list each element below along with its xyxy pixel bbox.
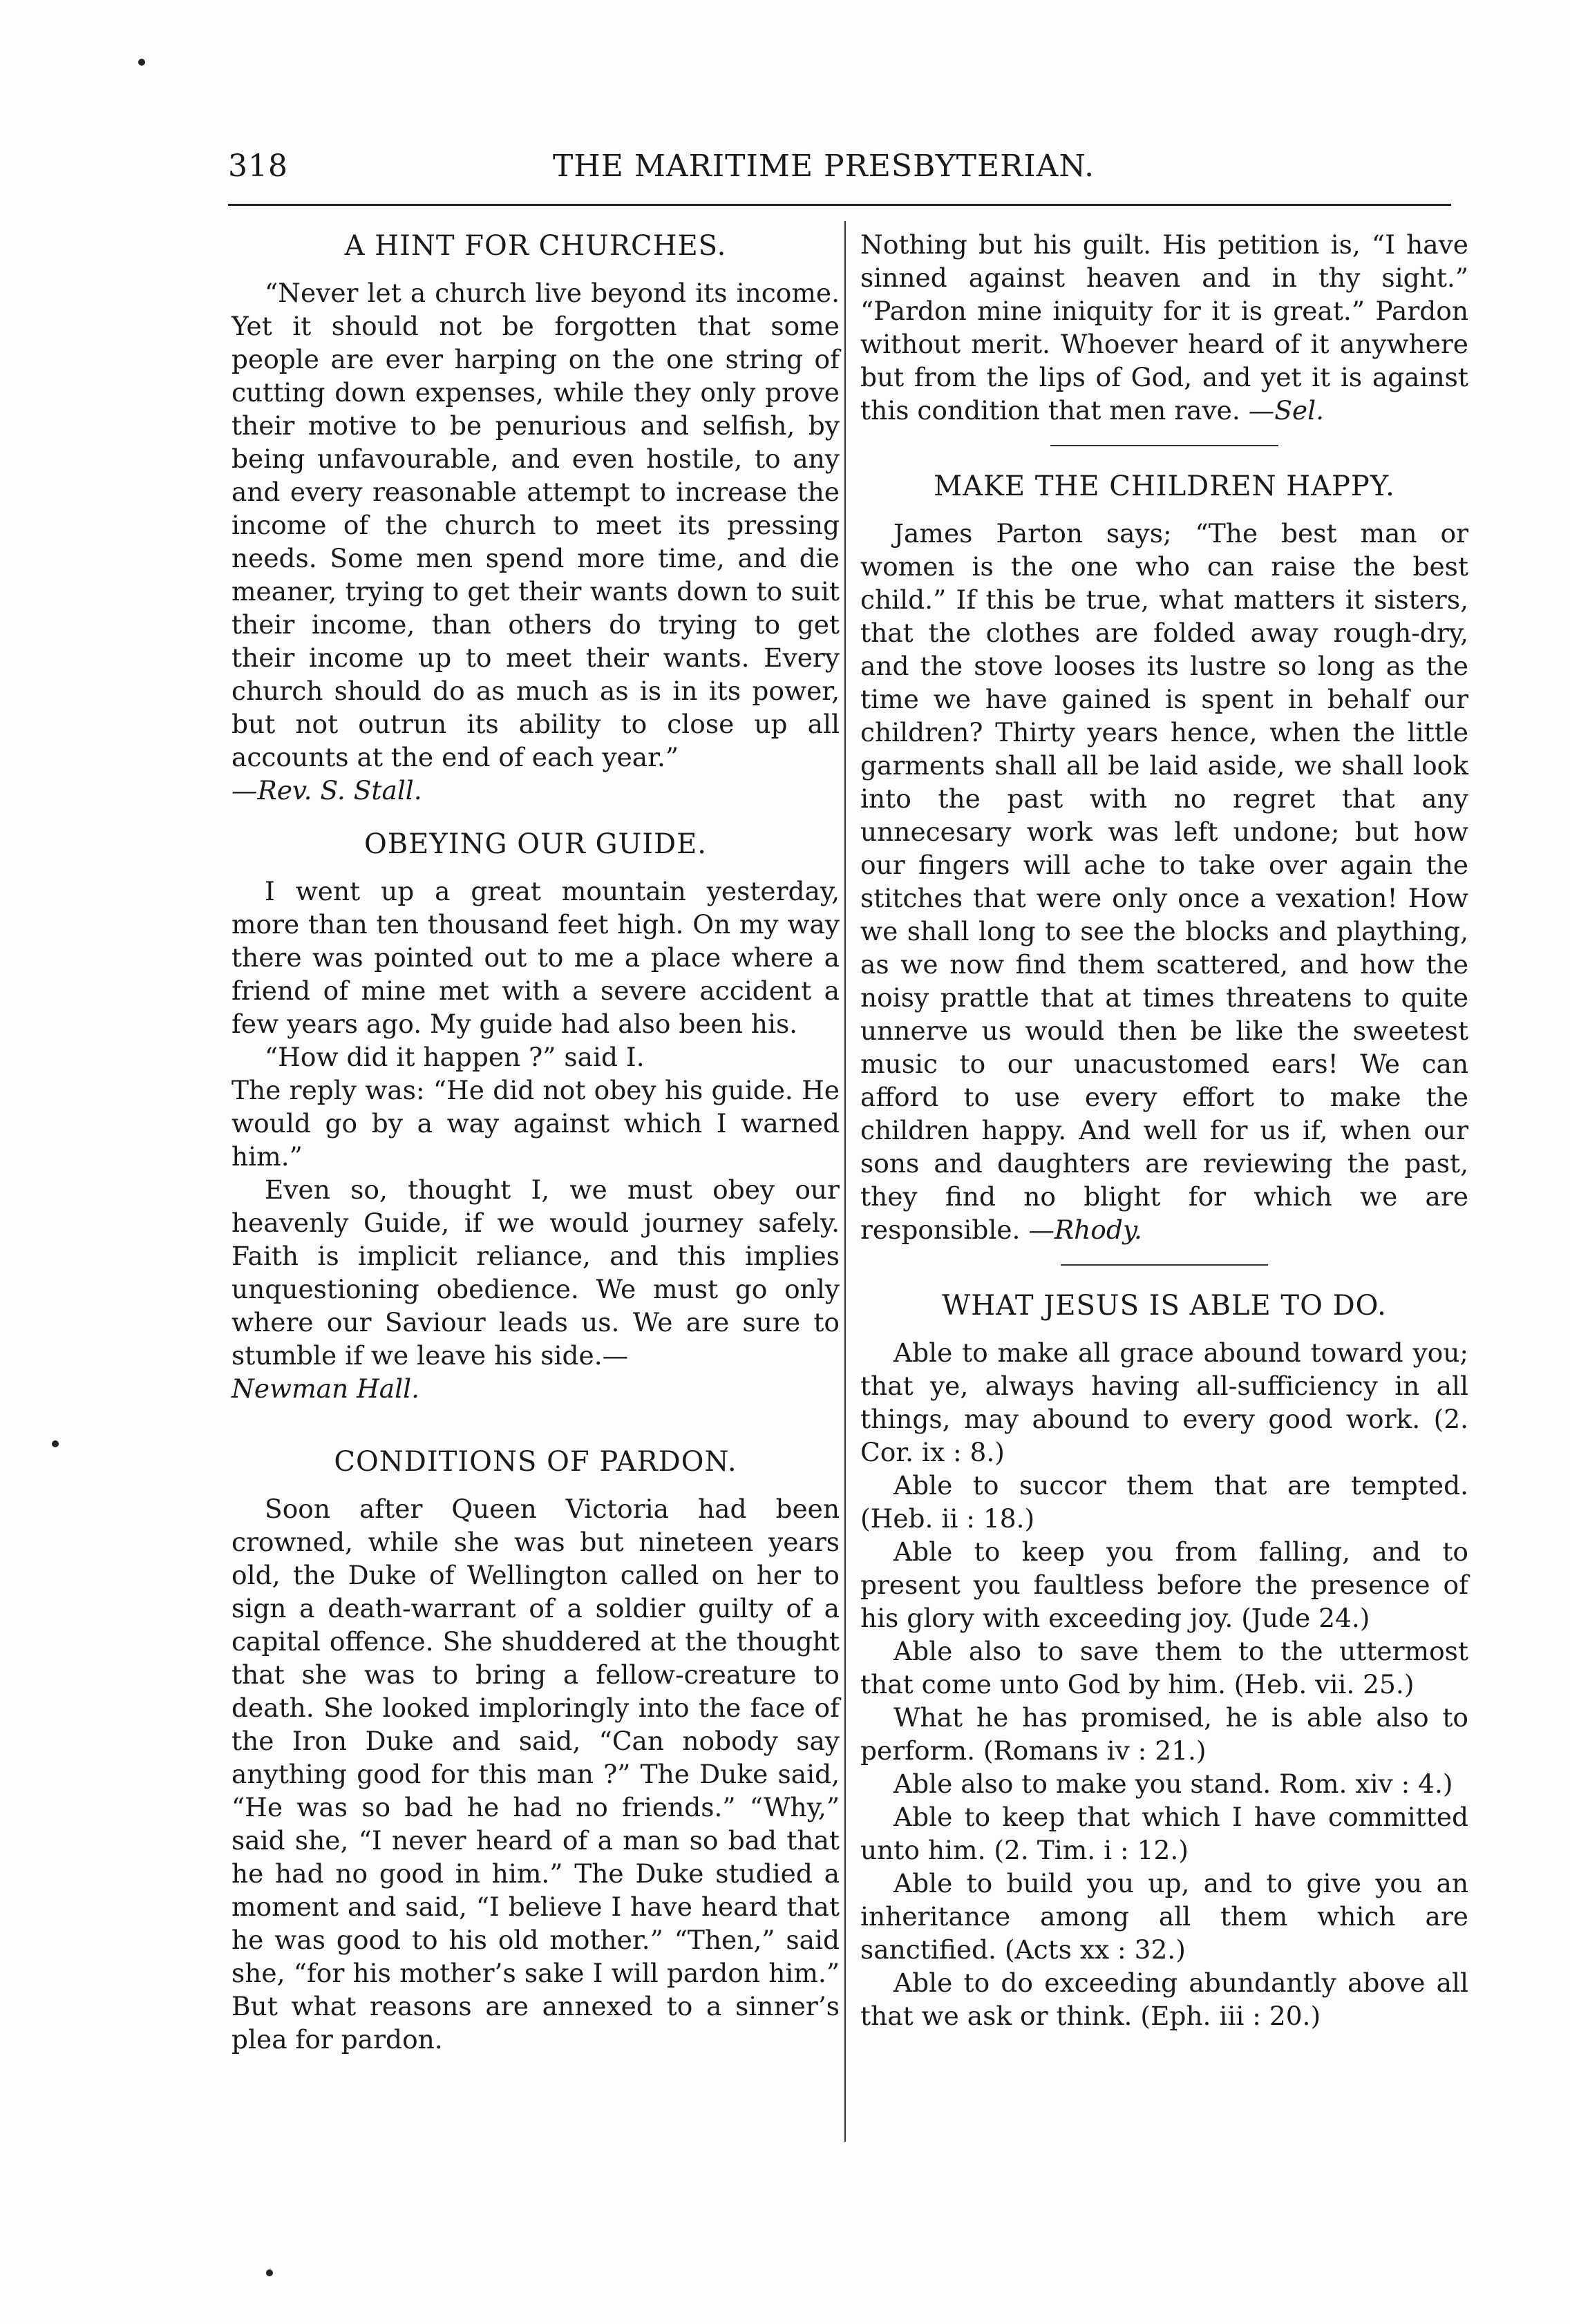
article-signature: —Sel. [1248,395,1325,426]
article-title: WHAT JESUS IS ABLE TO DO. [942,1290,1387,1322]
list-item: Able to keep you from falling, and to present you faultless before the presence of his glory with exceeding joy. (Jude 24.) [860,1536,1468,1633]
article-continuation [860,228,1468,427]
left-column [231,228,840,2056]
list-item: Able to keep that which I have committed unto him. (2. Tim. i : 12.) [860,1802,1468,1865]
article-body: Soon after Queen Victoria had been crowned, while she was but nineteen years old, the Duke of Wellington called on her to sign a death-warrant of a soldier guilty of a capital offence. She shuddered at the thought that she was to bring a fellow-creature to death. She looked imploringly into the face of the Iron Duke and said, “Can nobody say anything good for this man ?” The Duke said, “He was so bad he had no friends.” “Why,” said she, “I never heard of a man so bad that he had no good in him.” The Duke studied a moment and said, “I believe I have heard that he was good to his old mother.” “Then,” said she, “for his mother’s sake I will pardon him.” But what reasons are annexed to a sinner’s plea for pardon. [231,1494,840,2055]
list-item: What he has promised, he is able also to perform. (Romans iv : 21.) [860,1702,1468,1766]
header-rule [228,204,1451,206]
article-hint-for-churches [231,228,840,807]
section-separator [1061,1264,1268,1266]
page-speck [138,59,145,66]
article-conditions-of-pardon [231,1444,840,2056]
right-column [860,228,1468,2032]
article-what-jesus-is-able [860,1288,1468,2032]
list-item: Able to succor them that are tempted. (Heb. ii : 18.) [860,1470,1468,1534]
article-make-children-happy [860,468,1468,1246]
column-divider [844,221,846,2142]
article-paragraph: “How did it happen ?” said I. [265,1042,645,1072]
article-signature: —Rev. S. Stall. [231,775,422,806]
article-title: CONDITIONS OF PARDON. [334,1446,737,1478]
article-body: “Never let a church live beyond its income. Yet it should not be forgotten that some people are ever harping on the one string of cutting down expenses, while they only prove their motive to be penurious and selfish, by being unfavourable, and even hostile, to any and every reasonable attempt to increase the income of the church to meet its pressing needs. Some men spend more time, and die meaner, trying to get their wants down to suit their income, than others do trying to get their income up to meet their wants. Every church should do as much as is in its power, but not outrun its ability to close up all accounts at the end of each year.” [231,278,840,772]
list-item: Able also to save them to the uttermost that come unto God by him. (Heb. vii. 25.) [860,1636,1468,1699]
list-item: Able also to make you stand. Rom. xiv : 4.) [893,1769,1453,1799]
section-separator [1050,445,1278,446]
article-paragraph: Even so, thought I, we must obey our heavenly Guide, if we would journey safely. Faith is implicit reliance, and this implies unquestioning obedience. We must go only where our Saviour leads us. We are sure to stumble if we leave his side.— [231,1174,840,1371]
list-item: Able to build you up, and to give you an inheritance among all them which are sanctified. (Acts xx : 32.) [860,1868,1468,1965]
article-body: Nothing but his guilt. His petition is, “I have sinned against heaven and in thy sight.” “Pardon mine iniquity for it is great.” Pardon without merit. Whoever heard of it anywhere but from the lips of God, and yet it is against this condition that men rave. —Sel. [860,229,1468,426]
list-item: Able to make all grace abound toward you; that ye, always having all-sufficiency in all things, may abound to every good work. (2. Cor. ix : 8.) [860,1337,1468,1467]
list-item: Able to do exceeding abundantly above all that we ask or think. (Eph. iii : 20.) [860,1968,1468,2031]
article-signature: Newman Hall. [231,1373,420,1404]
page-header [228,149,1347,197]
page-speck [266,2269,273,2276]
running-title: THE MARITIME PRESBYTERIAN. [553,149,1095,184]
page-speck [52,1440,59,1447]
article-obeying-our-guide [231,826,840,1405]
article-signature: —Rhody. [1028,1215,1142,1245]
article-paragraph: The reply was: “He did not obey his guide. He would go by a way against which I warned him.” [231,1075,840,1172]
article-body: James Parton says; “The best man or women is the one who can raise the best child.” If this be true, what matters it sisters, that the clothes are folded away rough-dry, and the stove looses its lustre so long as the time we have gained is spent in behalf our children? Thirty years hence, when the little garments shall all be laid aside, we shall look into the past with no regret that any unnecesary work was left undone; but how our fingers will ache to take over again the stitches that were only once a vexation! How we shall long to see the blocks and plaything, as we now find them scattered, and how the noisy prattle that at times threatens to quite unnerve us would then be like the sweetest music to our unacustomed ears! We can afford to use every effort to make the children happy. And well for us if, when our sons and daughters are reviewing the past, they find no blight for which we are responsible. —Rhody. [860,518,1468,1245]
article-title: OBEYING OUR GUIDE. [363,828,708,860]
article-title: MAKE THE CHILDREN HAPPY. [934,470,1395,502]
article-paragraph: I went up a great mountain yesterday, more than ten thousand feet high. On my way there was pointed out to me a place where a friend of mine met with a severe accident a few years ago. My guide had also been his. [231,876,840,1039]
article-title: A HINT FOR CHURCHES. [344,230,727,262]
page-number: 318 [228,149,288,184]
